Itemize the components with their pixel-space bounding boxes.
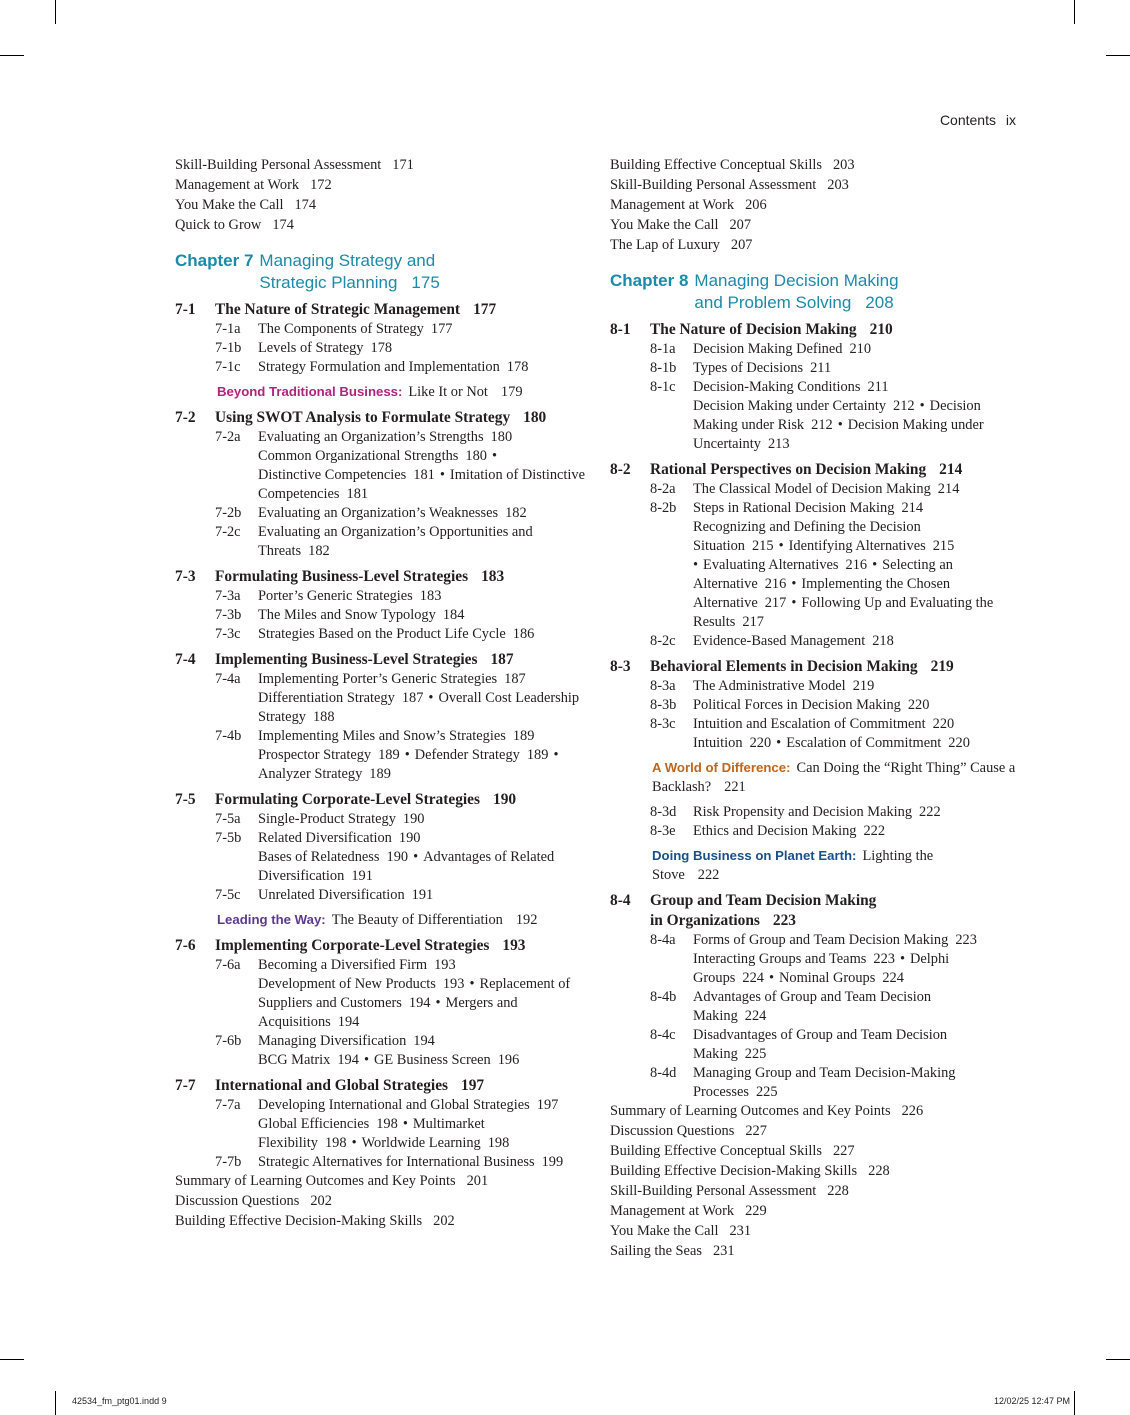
chapter-page: 175 (411, 273, 440, 292)
subsection[interactable]: 8-3c Intuition and Escalation of Commitment 220 Intuition 220 • Escalation of Commitment 220 (650, 716, 970, 751)
chapter-title: Managing Decision Making (694, 271, 899, 290)
running-head-page: ix (1005, 112, 1016, 128)
subsection[interactable]: 8-4d Managing Group and Team Decision-Making Processes 225 (650, 1065, 956, 1100)
feature-label: Leading the Way: (217, 912, 326, 927)
toc-item[interactable]: Skill-Building Personal Assessment 171 (175, 157, 414, 173)
subsection[interactable]: 7-1a The Components of Strategy 177 (215, 321, 453, 337)
feature-box[interactable]: A World of Difference: Can Doing the “Right Thing” Cause a Backlash? 221 (652, 760, 1016, 795)
slug-filename: 42534_fm_ptg01.indd 9 (72, 1396, 167, 1406)
crop-mark (1106, 55, 1130, 56)
chapter-heading[interactable]: Chapter 7 Managing Strategy and Strategic Planning 175 (175, 251, 440, 292)
toc-item[interactable]: Summary of Learning Outcomes and Key Points 226 (610, 1103, 924, 1119)
toc-item[interactable]: Building Effective Conceptual Skills 227 (610, 1143, 855, 1159)
toc-column-left (175, 156, 585, 1232)
toc-item[interactable]: Management at Work 229 (610, 1203, 767, 1219)
crop-mark (55, 1391, 56, 1415)
section-heading[interactable]: 8-1 The Nature of Decision Making 210 (610, 321, 893, 338)
subsection[interactable]: 7-3c Strategies Based on the Product Life Cycle 186 (215, 626, 535, 642)
subsection[interactable]: 7-1c Strategy Formulation and Implementation 178 (215, 359, 529, 375)
toc-section (175, 650, 585, 784)
subsection[interactable]: 7-6b Managing Diversification 194 BCG Matrix 194 • GE Business Screen 196 (215, 1033, 520, 1068)
running-head-label: Contents (939, 112, 996, 128)
toc-item[interactable]: Skill-Building Personal Assessment 203 (610, 177, 849, 193)
toc-section (175, 1076, 585, 1172)
subsection[interactable]: 7-6a Becoming a Diversified Firm 193 Development of New Products 193 • Replacement of Suppliers and Customers 194 • Mergers and Acquisitions 194 (215, 957, 571, 1030)
feature-box[interactable]: Doing Business on Planet Earth: Lighting the Stove 222 (652, 848, 934, 883)
feature-box[interactable]: Leading the Way: The Beauty of Differentiation 192 (217, 912, 538, 928)
chapter-label: Chapter 8 (610, 271, 689, 290)
section-heading[interactable]: 7-5 Formulating Corporate-Level Strategies 190 (175, 791, 517, 808)
feature-label: Beyond Traditional Business: (217, 384, 403, 399)
subsection[interactable]: 8-2b Steps in Rational Decision Making 214 Recognizing and Defining the Decision Situation 215 • Identifying Alternatives 215 • Evaluating Alternatives 216 • Selecting an Alternative 216 • Implementing the Chosen Alternative 217 • Following Up and Evaluating the Results 217 (650, 500, 994, 630)
subsection[interactable]: 8-4c Disadvantages of Group and Team Decision Making 225 (650, 1027, 948, 1062)
toc-item[interactable]: Skill-Building Personal Assessment 228 (610, 1183, 849, 1199)
toc-section (175, 408, 585, 561)
toc-item[interactable]: You Make the Call 231 (610, 1223, 752, 1239)
subsection[interactable]: 8-4a Forms of Group and Team Decision Making 223 Interacting Groups and Teams 223 • Delphi Groups 224 • Nominal Groups 224 (650, 932, 977, 986)
crop-mark (0, 1359, 24, 1360)
subsection[interactable]: 8-3a The Administrative Model 219 (650, 678, 875, 694)
toc-section (610, 460, 1020, 651)
subsection[interactable]: 7-7b Strategic Alternatives for International Business 199 (215, 1154, 564, 1170)
slug-timestamp: 12/02/25 12:47 PM (993, 1396, 1070, 1406)
subsection[interactable]: 8-3b Political Forces in Decision Making 220 (650, 697, 930, 713)
toc-section (175, 936, 585, 1070)
section-heading[interactable]: 7-2 Using SWOT Analysis to Formulate Strategy 180 (175, 409, 547, 426)
toc-section (175, 790, 585, 930)
toc-item[interactable]: Building Effective Decision-Making Skills 202 (175, 1213, 455, 1229)
toc-item[interactable]: Summary of Learning Outcomes and Key Points 201 (175, 1173, 489, 1189)
feature-box[interactable]: Beyond Traditional Business: Like It or Not 179 (217, 384, 523, 400)
toc-item[interactable]: The Lap of Luxury 207 (610, 237, 753, 253)
subsection[interactable]: 7-3a Porter’s Generic Strategies 183 (215, 588, 442, 604)
subsection[interactable]: 7-5c Unrelated Diversification 191 (215, 887, 434, 903)
subsection[interactable]: 7-4b Implementing Miles and Snow’s Strategies 189 Prospector Strategy 189 • Defender Strategy 189 • Analyzer Strategy 189 (215, 728, 559, 782)
toc-section (610, 320, 1020, 454)
toc-section (175, 567, 585, 644)
chapter-page: 208 (865, 293, 894, 312)
toc-section (610, 891, 1020, 1102)
toc-item[interactable]: Quick to Grow 174 (175, 217, 294, 233)
chapter-title: Managing Strategy and (259, 251, 436, 270)
toc-item[interactable]: You Make the Call 174 (175, 197, 317, 213)
subsection[interactable]: 8-3e Ethics and Decision Making 222 (650, 823, 886, 839)
subsection[interactable]: 7-5b Related Diversification 190 Bases of Relatedness 190 • Advantages of Related Diversification 191 (215, 830, 555, 884)
toc-item[interactable]: Building Effective Decision-Making Skills 228 (610, 1163, 890, 1179)
toc-item[interactable]: Building Effective Conceptual Skills 203 (610, 157, 855, 173)
running-head (940, 112, 1016, 128)
feature-label: Doing Business on Planet Earth: (652, 848, 857, 863)
section-heading[interactable]: 7-7 International and Global Strategies 197 (175, 1077, 485, 1094)
subsection[interactable]: 8-4b Advantages of Group and Team Decision Making 224 (650, 989, 932, 1024)
crop-mark (1074, 0, 1075, 24)
chapter-heading[interactable]: Chapter 8 Managing Decision Making and Problem Solving 208 (610, 271, 899, 312)
toc-item[interactable]: Sailing the Seas 231 (610, 1243, 735, 1259)
feature-label: A World of Difference: (652, 760, 791, 775)
subsection[interactable]: 7-5a Single-Product Strategy 190 (215, 811, 425, 827)
subsection[interactable]: 8-2a The Classical Model of Decision Making 214 (650, 481, 960, 497)
crop-mark (55, 0, 56, 24)
toc-item[interactable]: You Make the Call 207 (610, 217, 752, 233)
chapter-label: Chapter 7 (175, 251, 254, 270)
section-heading[interactable]: 8-2 Rational Perspectives on Decision Making 214 (610, 461, 963, 478)
subsection[interactable]: 8-2c Evidence-Based Management 218 (650, 633, 894, 649)
section-heading[interactable]: 8-3 Behavioral Elements in Decision Making 219 (610, 658, 954, 675)
crop-mark (1106, 1359, 1130, 1360)
subsection[interactable]: 8-3d Risk Propensity and Decision Making 222 (650, 804, 941, 820)
subsection[interactable]: 7-7a Developing International and Global Strategies 197 Global Efficiencies 198 • Multimarket Flexibility 198 • Worldwide Learning 198 (215, 1097, 559, 1151)
section-heading[interactable]: 8-4 Group and Team Decision Making in Organizations 223 (610, 892, 877, 929)
subsection[interactable]: 7-2a Evaluating an Organization’s Strengths 180 Common Organizational Strengths 180 • Distinctive Competencies 181 • Imitation of Distinctive Competencies 181 (215, 429, 586, 502)
toc-section (610, 657, 1020, 885)
crop-mark (1074, 1391, 1075, 1415)
toc-item[interactable]: Management at Work 172 (175, 177, 332, 193)
toc-item[interactable]: Discussion Questions 202 (175, 1193, 332, 1209)
subsection[interactable]: 7-3b The Miles and Snow Typology 184 (215, 607, 465, 623)
subsection[interactable]: 7-1b Levels of Strategy 178 (215, 340, 393, 356)
crop-mark (0, 55, 24, 56)
subsection[interactable]: 8-1a Decision Making Defined 210 (650, 341, 872, 357)
subsection[interactable]: 7-2b Evaluating an Organization’s Weaknesses 182 (215, 505, 527, 521)
section-heading[interactable]: 7-4 Implementing Business-Level Strategies 187 (175, 651, 514, 668)
section-heading[interactable]: 7-3 Formulating Business-Level Strategies 183 (175, 568, 505, 585)
section-heading[interactable]: 7-1 The Nature of Strategic Management 177 (175, 301, 497, 318)
subsection[interactable]: 7-2c Evaluating an Organization’s Opportunities and Threats 182 (215, 524, 533, 559)
section-heading[interactable]: 7-6 Implementing Corporate-Level Strategies 193 (175, 937, 526, 954)
subsection[interactable]: 7-4a Implementing Porter’s Generic Strategies 187 Differentiation Strategy 187 • Overall Cost Leadership Strategy 188 (215, 671, 580, 725)
subsection[interactable]: 8-1c Decision-Making Conditions 211 Decision Making under Certainty 212 • Decision Making under Risk 212 • Decision Making under Uncertainty 213 (650, 379, 984, 452)
toc-column-right (610, 156, 1020, 1262)
subsection[interactable]: 8-1b Types of Decisions 211 (650, 360, 832, 376)
toc-section (175, 300, 585, 402)
toc-item[interactable]: Management at Work 206 (610, 197, 767, 213)
toc-item[interactable]: Discussion Questions 227 (610, 1123, 767, 1139)
